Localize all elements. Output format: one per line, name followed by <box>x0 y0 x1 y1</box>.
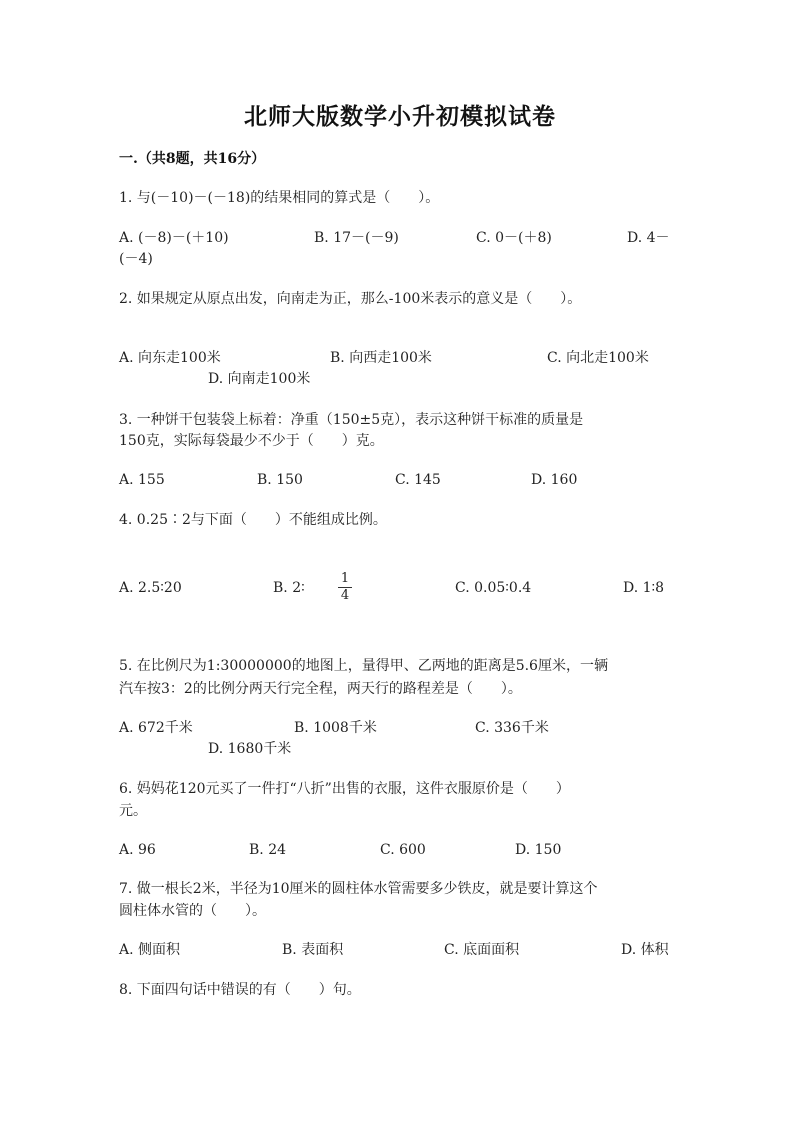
q7-option-d: D. 体积 <box>621 942 669 958</box>
q2-option-d: D. 向南走100米 <box>208 371 311 387</box>
q4-option-b-fraction <box>338 572 352 603</box>
question-4-text: 4. 0.25∶2与下面（ ）不能组成比例。 <box>119 512 387 528</box>
question-6-text-line-1: 6. 妈妈花120元买了一件打“八折”出售的衣服，这件衣服原价是（ ） <box>119 781 570 797</box>
q7-option-a: A. 侧面积 <box>119 942 181 958</box>
question-3-text-line-2: 150克，实际每袋最少不少于（ ）克。 <box>119 433 384 449</box>
q1-option-a: A. (－8)－(＋10) <box>119 230 229 246</box>
q4-option-b: B. 2∶ <box>273 580 305 596</box>
q2-option-b: B. 向西走100米 <box>330 350 432 366</box>
q6-option-a: A. 96 <box>119 842 156 858</box>
q4-option-d: D. 1∶8 <box>623 580 665 596</box>
q3-option-d: D. 160 <box>531 472 578 488</box>
q7-option-c: C. 底面面积 <box>444 942 520 958</box>
question-8-text: 8. 下面四句话中错误的有（ ）句。 <box>119 982 361 998</box>
question-7-text-line-2: 圆柱体水管的（ ）。 <box>119 903 266 919</box>
section-heading: 一.（共8题，共16分） <box>119 151 266 167</box>
q5-option-d: D. 1680千米 <box>208 741 292 757</box>
q4-option-c: C. 0.05∶0.4 <box>455 580 532 596</box>
q5-option-b: B. 1008千米 <box>294 720 377 736</box>
q6-option-c: C. 600 <box>380 842 426 858</box>
q1-option-d-wrap: (－4) <box>119 251 153 267</box>
q3-option-c: C. 145 <box>395 472 441 488</box>
q6-option-b: B. 24 <box>249 842 287 858</box>
q7-option-b: B. 表面积 <box>282 942 344 958</box>
fraction-numerator: 1 <box>340 571 350 586</box>
question-5-text-line-1: 5. 在比例尺为1:30000000的地图上，量得甲、乙两地的距离是5.6厘米，一辆 <box>119 658 608 674</box>
q1-option-d: D. 4－ <box>627 230 670 246</box>
q5-option-a: A. 672千米 <box>119 720 193 736</box>
q4-option-a: A. 2.5∶20 <box>119 580 182 596</box>
q1-option-b: B. 17－(－9) <box>314 230 399 246</box>
exam-title: 北师大版数学小升初模拟试卷 <box>244 103 556 130</box>
q2-option-a: A. 向东走100米 <box>119 350 221 366</box>
q1-option-c: C. 0－(＋8) <box>476 230 552 246</box>
q3-option-b: B. 150 <box>257 472 303 488</box>
question-1-text: 1. 与(－10)－(－18)的结果相同的算式是（ ）。 <box>119 190 440 206</box>
question-7-text-line-1: 7. 做一根长2米，半径为10厘米的圆柱体水管需要多少铁皮，就是要计算这个 <box>119 881 598 897</box>
question-3-text-line-1: 3. 一种饼干包装袋上标着：净重（150±5克），表示这种饼干标准的质量是 <box>119 412 584 428</box>
fraction-denominator: 4 <box>340 588 350 603</box>
q2-option-c: C. 向北走100米 <box>547 350 649 366</box>
q6-option-d: D. 150 <box>515 842 562 858</box>
question-5-text-line-2: 汽车按3：2的比例分两天行完全程，两天行的路程差是（ ）。 <box>119 681 522 697</box>
question-2-text: 2. 如果规定从原点出发，向南走为正，那么-100米表示的意义是（ ）。 <box>119 291 582 307</box>
question-6-text-line-2: 元。 <box>119 803 147 819</box>
q5-option-c: C. 336千米 <box>475 720 549 736</box>
q3-option-a: A. 155 <box>119 472 165 488</box>
